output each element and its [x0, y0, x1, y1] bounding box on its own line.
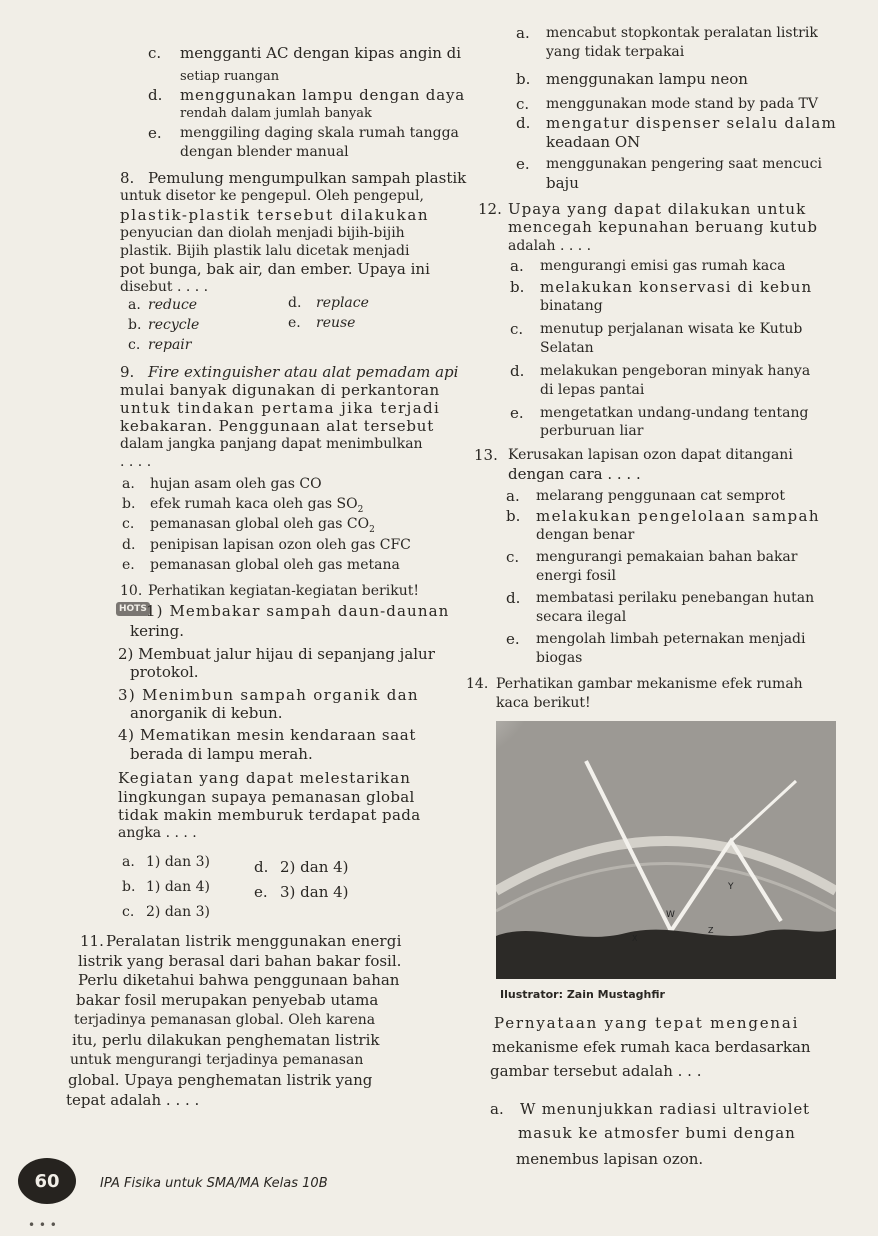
- footer-dots: • • •: [28, 1218, 57, 1232]
- q8-line1: Pemulung mengumpulkan sampah plastik: [148, 169, 467, 187]
- q14-option-a-line3: menembus lapisan ozon.: [516, 1150, 704, 1168]
- q11-option-b-letter: b.: [516, 70, 531, 88]
- q7-option-e-letter: e.: [148, 124, 162, 142]
- q10-item3-line1: 3) Menimbun sampah organik dan: [118, 686, 419, 704]
- q10-option-c-letter: c.: [122, 904, 135, 920]
- page-number: 60: [18, 1158, 76, 1204]
- hots-badge: HOTS: [116, 602, 150, 616]
- q12-option-d-line2: di lepas pantai: [540, 382, 645, 398]
- q12-option-b-line1: melakukan konservasi di kebun: [540, 278, 813, 296]
- q8-line7: disebut . . . .: [120, 279, 209, 295]
- q11-option-a-line1: mencabut stopkontak peralatan listrik: [546, 25, 818, 41]
- q9-option-e-text: pemanasan global oleh gas metana: [150, 557, 400, 573]
- q8-number: 8.: [120, 169, 135, 187]
- q11-line8: global. Upaya penghematan listrik yang: [68, 1071, 373, 1089]
- q10-question-line1: Kegiatan yang dapat melestarikan: [118, 769, 411, 787]
- q11-option-e-letter: e.: [516, 155, 530, 173]
- q9-option-c-text: pemanasan global oleh gas $CO_2$: [150, 516, 375, 535]
- q11-option-c-letter: c.: [516, 95, 530, 113]
- q10-option-d-text: 2) dan 4): [280, 858, 349, 876]
- q9-option-a-letter: a.: [122, 476, 135, 492]
- q7-option-d-line2: rendah dalam jumlah banyak: [180, 106, 372, 121]
- q8-option-c-text: repair: [148, 337, 192, 353]
- q8-line6: pot bunga, bak air, dan ember. Upaya ini: [120, 260, 430, 278]
- q12-line3: adalah . . . .: [508, 238, 592, 254]
- label-x: X: [632, 934, 638, 943]
- q8-option-d-text: replace: [316, 295, 369, 311]
- label-y: Y: [728, 882, 734, 892]
- q10-number: 10.: [120, 583, 143, 599]
- q13-option-d-line2: secara ilegal: [536, 609, 627, 625]
- q8-option-b-letter: b.: [128, 317, 142, 333]
- q10-option-e-text: 3) dan 4): [280, 883, 349, 901]
- q10-question-line4: angka . . . .: [118, 825, 197, 841]
- q11-option-d-line2: keadaan ON: [546, 133, 641, 151]
- q13-option-d-letter: d.: [506, 589, 521, 607]
- q13-option-c-letter: c.: [506, 548, 520, 566]
- q10-option-a-text: 1) dan 3): [146, 854, 210, 870]
- q13-option-a-letter: a.: [506, 487, 520, 505]
- q9-line5: dalam jangka panjang dapat menimbulkan: [120, 436, 423, 452]
- q11-option-d-line1: mengatur dispenser selalu dalam: [546, 114, 837, 132]
- q10-item2-line2: protokol.: [130, 663, 199, 681]
- q12-option-b-letter: b.: [510, 278, 525, 296]
- q13-option-b-letter: b.: [506, 507, 521, 525]
- q9-line6: . . . .: [120, 454, 152, 470]
- q12-option-c-line1: menutup perjalanan wisata ke Kutub: [540, 321, 803, 337]
- q13-option-b-line1: melakukan pengelolaan sampah: [536, 507, 820, 525]
- q12-option-a-letter: a.: [510, 257, 524, 275]
- q12-line2: mencegah kepunahan beruang kutub: [508, 218, 818, 236]
- q7-option-c-letter: c.: [148, 44, 162, 62]
- q10-item1-line2: kering.: [130, 622, 184, 640]
- q10-item3-line2: anorganik di kebun.: [130, 704, 283, 722]
- q9-option-b-letter: b.: [122, 496, 136, 512]
- q7-option-d-letter: d.: [148, 86, 163, 104]
- q7-option-c-line1: mengganti AC dengan kipas angin di: [180, 44, 462, 62]
- q11-option-a-letter: a.: [516, 24, 530, 42]
- q10-item4-line1: 4) Mematikan mesin kendaraan saat: [118, 726, 416, 744]
- q8-line3: plastik-plastik tersebut dilakukan: [120, 206, 430, 224]
- q12-option-a-line1: mengurangi emisi gas rumah kaca: [540, 258, 786, 274]
- q7-option-e-line2: dengan blender manual: [180, 144, 349, 160]
- q14-number: 14.: [466, 676, 489, 692]
- q8-option-a-letter: a.: [128, 297, 141, 313]
- q11-option-a-line2: yang tidak terpakai: [546, 44, 685, 60]
- q13-line2: dengan cara . . . .: [508, 465, 641, 483]
- q11-line1: Peralatan listrik menggunakan energi: [106, 932, 402, 950]
- q8-option-e-letter: e.: [288, 315, 301, 331]
- q9-option-a-text: hujan asam oleh gas CO: [150, 476, 322, 492]
- q10-option-b-text: 1) dan 4): [146, 879, 210, 895]
- q10-option-d-letter: d.: [254, 858, 269, 876]
- q13-option-a-line1: melarang penggunaan cat semprot: [536, 488, 785, 504]
- q8-option-d-letter: d.: [288, 295, 302, 311]
- q11-line4: bakar fosil merupakan penyebab utama: [76, 991, 379, 1009]
- q13-option-e-letter: e.: [506, 630, 520, 648]
- q10-item4-line2: berada di lampu merah.: [130, 745, 313, 763]
- q13-option-e-line1: mengolah limbah peternakan menjadi: [536, 631, 806, 647]
- q12-option-e-letter: e.: [510, 404, 524, 422]
- q14-option-a-line1: W menunjukkan radiasi ultraviolet: [520, 1100, 810, 1118]
- q9-option-b-text: efek rumah kaca oleh gas $SO_2$: [150, 496, 364, 515]
- q10-item1-line1: 1) Membakar sampah daun-daunan: [146, 602, 450, 620]
- q11-option-c-line1: menggunakan mode stand by pada TV: [546, 96, 819, 112]
- q10-question-line2: lingkungan supaya pemanasan global: [118, 788, 415, 806]
- q11-option-b-line1: menggunakan lampu neon: [546, 70, 748, 88]
- q9-line2: mulai banyak digunakan di perkantoran: [120, 381, 440, 399]
- q11-line9: tepat adalah . . . .: [66, 1091, 200, 1109]
- q12-option-c-letter: c.: [510, 320, 524, 338]
- q9-option-d-text: penipisan lapisan ozon oleh gas CFC: [150, 537, 411, 553]
- q9-option-d-letter: d.: [122, 537, 136, 553]
- q10-option-b-letter: b.: [122, 879, 136, 895]
- figure-credit: Ilustrator: Zain Mustaghfir: [500, 988, 665, 1001]
- q9-option-e-letter: e.: [122, 557, 135, 573]
- greenhouse-illustration: [496, 721, 836, 979]
- q12-line1: Upaya yang dapat dilakukan untuk: [508, 200, 807, 218]
- earth-ground: [496, 929, 836, 979]
- q8-option-a-text: reduce: [148, 297, 198, 313]
- q10-option-c-text: 2) dan 3): [146, 904, 210, 920]
- q12-option-e-line2: perburuan liar: [540, 423, 644, 439]
- q14-question-line1: Pernyataan yang tepat mengenai: [494, 1014, 800, 1032]
- q11-line6: itu, perlu dilakukan penghematan listrik: [72, 1031, 380, 1049]
- q14-line2: kaca berikut!: [496, 695, 591, 711]
- q13-line1: Kerusakan lapisan ozon dapat ditangani: [508, 447, 793, 463]
- q11-option-d-letter: d.: [516, 114, 531, 132]
- q12-option-c-line2: Selatan: [540, 340, 594, 356]
- q10-question-line3: tidak makin memburuk terdapat pada: [118, 806, 421, 824]
- q9-line3: untuk tindakan pertama jika terjadi: [120, 399, 441, 417]
- q13-number: 13.: [474, 446, 498, 464]
- q13-option-c-line2: energi fosil: [536, 568, 616, 584]
- q11-line5: terjadinya pemanasan global. Oleh karena: [74, 1012, 376, 1028]
- q10-intro: Perhatikan kegiatan-kegiatan berikut!: [148, 583, 419, 599]
- q8-option-b-text: recycle: [148, 317, 200, 333]
- q13-option-e-line2: biogas: [536, 650, 583, 666]
- q10-option-e-letter: e.: [254, 883, 268, 901]
- q12-number: 12.: [478, 200, 502, 218]
- q10-option-a-letter: a.: [122, 854, 135, 870]
- q10-item2-line1: 2) Membuat jalur hijau di sepanjang jalur: [118, 645, 435, 663]
- q12-option-b-line2: binatang: [540, 298, 603, 314]
- greenhouse-effect-figure: [496, 721, 836, 979]
- q12-option-d-letter: d.: [510, 362, 525, 380]
- q14-line1: Perhatikan gambar mekanisme efek rumah: [496, 676, 803, 692]
- q12-option-d-line1: melakukan pengeboran minyak hanya: [540, 363, 811, 379]
- q7-option-c-line2: setiap ruangan: [180, 69, 280, 84]
- q11-option-e-line1: menggunakan pengering saat mencuci: [546, 156, 822, 172]
- q13-option-b-line2: dengan benar: [536, 527, 635, 543]
- q9-number: 9.: [120, 363, 135, 381]
- q11-option-e-line2: baju: [546, 174, 579, 192]
- book-title: IPA Fisika untuk SMA/MA Kelas 10B: [100, 1176, 328, 1191]
- q8-option-c-letter: c.: [128, 337, 141, 353]
- q12-option-e-line1: mengetatkan undang-undang tentang: [540, 405, 809, 421]
- q8-line4: penyucian dan diolah menjadi bijih-bijih: [120, 225, 405, 241]
- q11-number: 11.: [80, 932, 104, 950]
- label-z: Z: [708, 926, 714, 935]
- q8-line2: untuk disetor ke pengepul. Oleh pengepul,: [120, 188, 424, 204]
- q14-question-line3: gambar tersebut adalah . . .: [490, 1062, 702, 1080]
- q14-option-a-letter: a.: [490, 1100, 504, 1118]
- q11-line2: listrik yang berasal dari bahan bakar fosil.: [78, 952, 402, 970]
- q7-option-e-line1: menggiling daging skala rumah tangga: [180, 125, 459, 141]
- q11-line7: untuk mengurangi terjadinya pemanasan: [70, 1052, 364, 1068]
- q14-option-a-line2: masuk ke atmosfer bumi dengan: [518, 1124, 796, 1142]
- q9-line4: kebakaran. Penggunaan alat tersebut: [120, 417, 435, 435]
- label-w: W: [666, 910, 675, 920]
- q13-option-d-line1: membatasi perilaku penebangan hutan: [536, 590, 815, 606]
- q9-line1: Fire extinguisher atau alat pemadam api: [148, 363, 459, 381]
- q13-option-c-line1: mengurangi pemakaian bahan bakar: [536, 549, 798, 565]
- q11-line3: Perlu diketahui bahwa penggunaan bahan: [78, 971, 400, 989]
- q9-option-c-letter: c.: [122, 516, 135, 532]
- q7-option-d-line1: menggunakan lampu dengan daya: [180, 86, 465, 104]
- q8-line5: plastik. Bijih plastik lalu dicetak menjadi: [120, 243, 410, 259]
- q14-question-line2: mekanisme efek rumah kaca berdasarkan: [492, 1038, 811, 1056]
- q8-option-e-text: reuse: [316, 315, 356, 331]
